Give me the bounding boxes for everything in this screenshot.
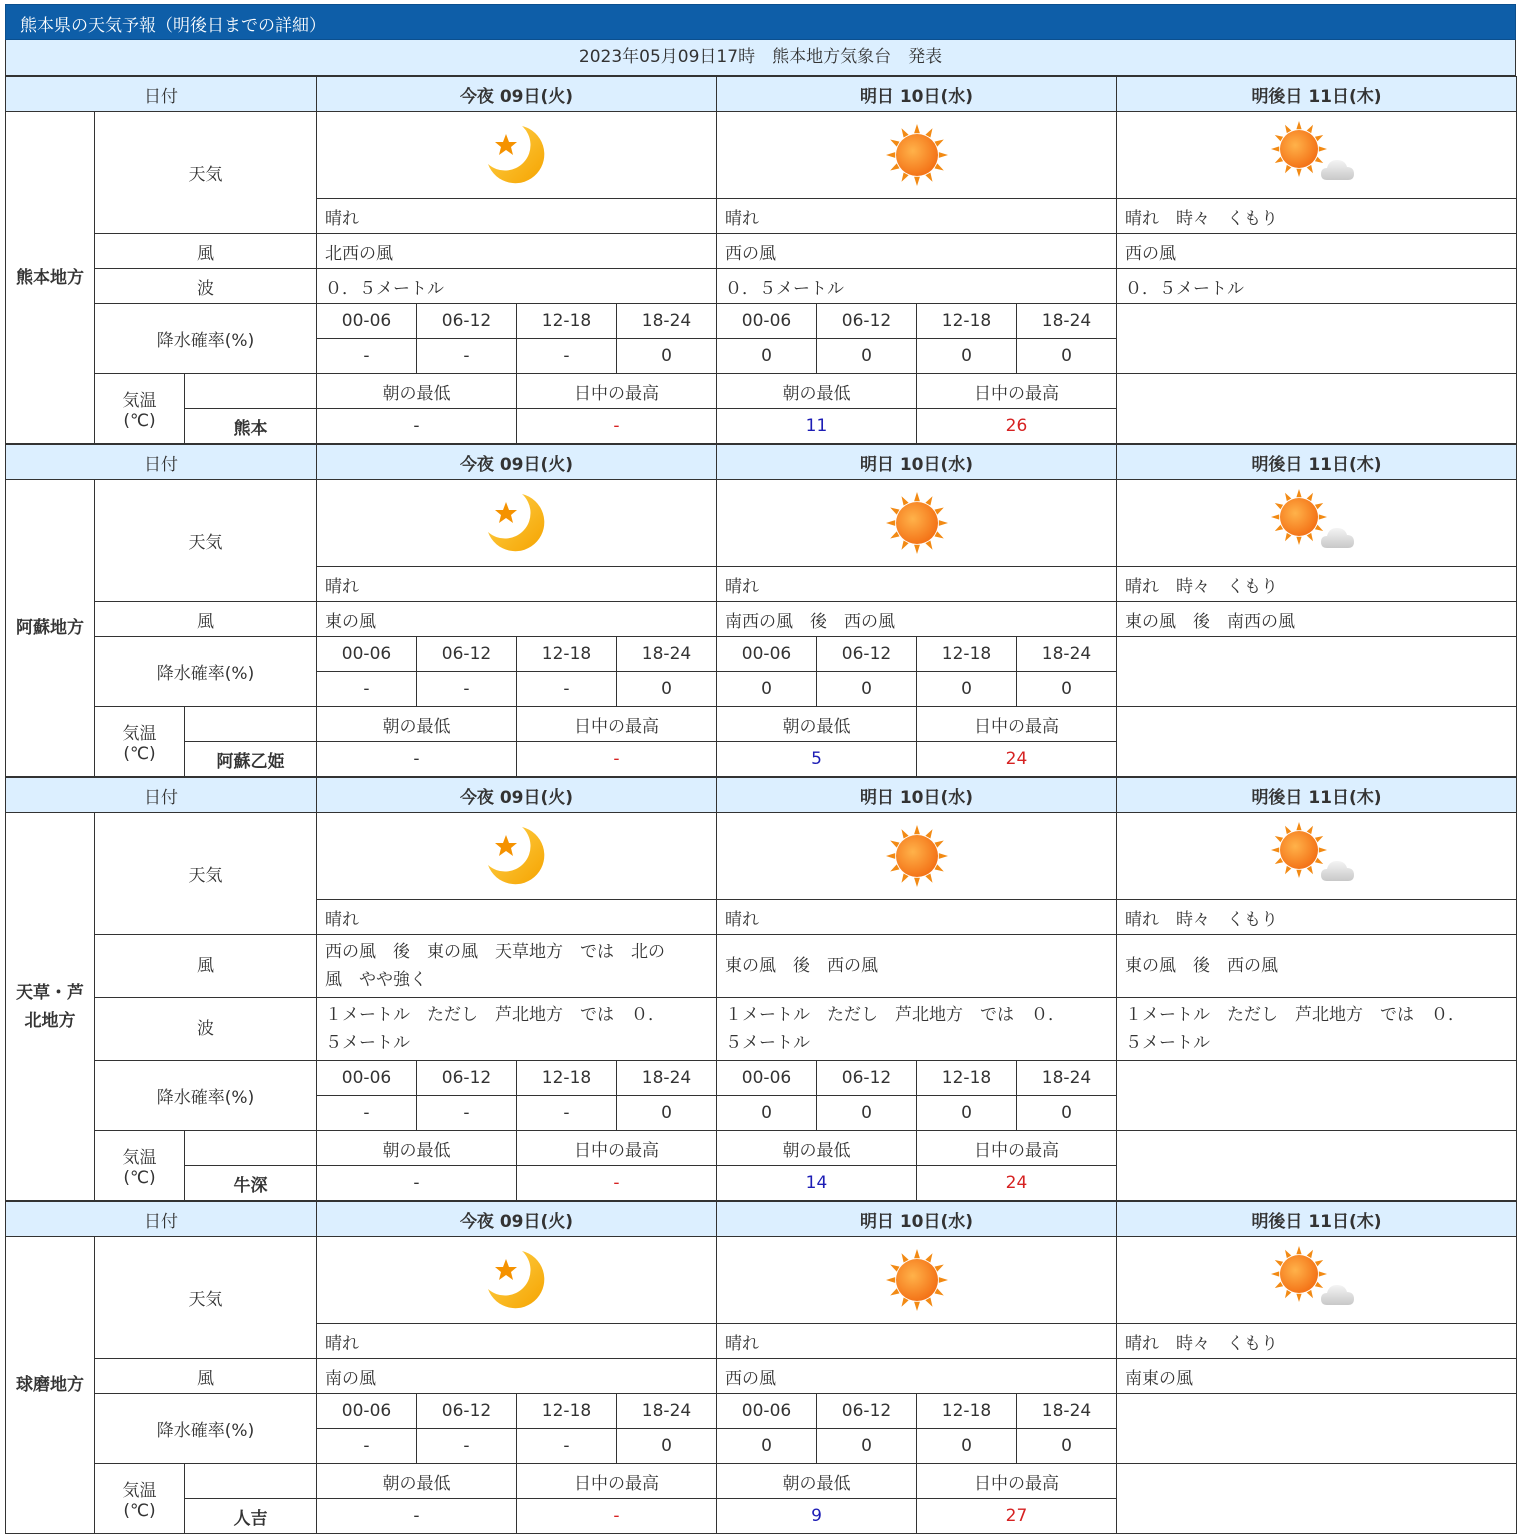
temp-unit: (℃): [123, 411, 156, 431]
pop-period: 18-24: [1017, 1394, 1117, 1429]
day-header: 明日 10日(水): [717, 445, 1117, 480]
weather-text: 晴れ: [717, 199, 1117, 234]
pop-value: 0: [917, 1096, 1017, 1131]
day-header: 今夜 09日(火): [317, 445, 717, 480]
empty-cell: [1117, 1131, 1517, 1201]
pop-value: 0: [1017, 1429, 1117, 1464]
weather-icon-cell: [317, 480, 717, 567]
pop-period: 06-12: [417, 637, 517, 672]
wind-text: 東の風: [317, 602, 717, 637]
area-name: 熊本地方: [6, 112, 95, 444]
temp-header: 日中の最高: [517, 1464, 717, 1499]
pop-period: 12-18: [517, 1061, 617, 1096]
temp-value: -: [517, 409, 717, 444]
temp-header: 朝の最低: [317, 1464, 517, 1499]
wave-text: ０．５メートル: [1117, 269, 1517, 304]
weather-text: 晴れ 時々 くもり: [1117, 900, 1517, 935]
pop-period: 06-12: [417, 1061, 517, 1096]
area-name: [6, 813, 95, 1201]
wind-text: 東の風 後 南西の風: [1117, 602, 1517, 637]
weather-text: 晴れ: [317, 567, 717, 602]
pop-value: -: [317, 1429, 417, 1464]
temp-value: -: [317, 1166, 517, 1201]
pop-period: 06-12: [417, 304, 517, 339]
empty-cell: [1117, 1464, 1517, 1534]
weather-text: 晴れ 時々 くもり: [1117, 567, 1517, 602]
pop-period: 12-18: [917, 1394, 1017, 1429]
pop-label: 降水確率(%): [95, 1394, 317, 1464]
wave-label: 波: [95, 998, 317, 1061]
pop-period: 18-24: [617, 637, 717, 672]
pop-value: -: [417, 672, 517, 707]
temp-header: 朝の最低: [317, 1131, 517, 1166]
pop-value: -: [417, 339, 517, 374]
temp-value: -: [317, 742, 517, 777]
temp-header: 日中の最高: [917, 1464, 1117, 1499]
pop-period: 18-24: [1017, 304, 1117, 339]
wave-label: 波: [95, 269, 317, 304]
wave-text-line: １メートル ただし 芦北地方 では ０．: [1125, 1005, 1465, 1025]
temp-label-line: 気温: [122, 1148, 157, 1168]
temp-header: 日中の最高: [517, 707, 717, 742]
temp-header: 朝の最低: [717, 1131, 917, 1166]
pop-period: 12-18: [517, 304, 617, 339]
moon-icon: [482, 821, 552, 891]
wave-text: ０．５メートル: [717, 269, 1117, 304]
day-header: 明日 10日(水): [717, 1202, 1117, 1237]
weather-icon-cell: [1117, 480, 1517, 567]
wind-text: 西の風: [717, 1359, 1117, 1394]
sun-icon: [882, 821, 952, 891]
wind-text: [1117, 935, 1517, 998]
empty-cell: [1117, 707, 1517, 777]
pop-period: 12-18: [917, 1061, 1017, 1096]
wave-text: [317, 998, 717, 1061]
pop-period: 18-24: [617, 1394, 717, 1429]
pop-value: 0: [1017, 339, 1117, 374]
wind-text-line: 東の風 後 西の風: [725, 956, 878, 976]
pop-period: 06-12: [817, 1061, 917, 1096]
pop-value: 0: [617, 1429, 717, 1464]
pop-period: 00-06: [717, 637, 817, 672]
temp-value: -: [317, 1499, 517, 1534]
date-header-row: [6, 77, 1517, 112]
wind-text-line: 東の風 後 西の風: [1125, 956, 1278, 976]
temp-value: 26: [917, 409, 1117, 444]
day-header: 明後日 11日(木): [1117, 77, 1517, 112]
weather-icon-cell: [717, 1237, 1117, 1324]
day-header: 今夜 09日(火): [317, 778, 717, 813]
weather-icon-cell: [317, 112, 717, 199]
sun-cloud-icon: [1269, 120, 1365, 190]
pop-period: 18-24: [617, 1061, 717, 1096]
area-name: 阿蘇地方: [6, 480, 95, 777]
temp-header: 朝の最低: [317, 707, 517, 742]
weather-label: 天気: [95, 480, 317, 602]
sun-icon: [882, 120, 952, 190]
pop-value: 0: [917, 672, 1017, 707]
pop-value: 0: [917, 339, 1017, 374]
wind-label: 風: [95, 1359, 317, 1394]
temp-value: -: [517, 742, 717, 777]
temp-header: 朝の最低: [717, 707, 917, 742]
pop-period: 00-06: [717, 1394, 817, 1429]
area-name: 球磨地方: [6, 1237, 95, 1534]
pop-period: 18-24: [1017, 1061, 1117, 1096]
temp-header: 朝の最低: [717, 1464, 917, 1499]
temp-label: [95, 707, 185, 777]
published-info: 2023年05月09日17時 熊本地方気象台 発表: [5, 40, 1516, 76]
moon-icon: [482, 1245, 552, 1315]
pop-period: 06-12: [417, 1394, 517, 1429]
pop-value: -: [317, 672, 417, 707]
temp-header: 朝の最低: [717, 374, 917, 409]
pop-label: 降水確率(%): [95, 304, 317, 374]
temp-value: 14: [717, 1166, 917, 1201]
empty-cell: [185, 1464, 317, 1499]
date-label: 日付: [6, 445, 317, 480]
area-name-line: 北地方: [24, 1010, 76, 1031]
sun-icon: [882, 1245, 952, 1315]
temp-header: 朝の最低: [317, 374, 517, 409]
weather-text: 晴れ 時々 くもり: [1117, 199, 1517, 234]
wind-label: 風: [95, 935, 317, 998]
pop-value: 0: [717, 339, 817, 374]
date-label: 日付: [6, 1202, 317, 1237]
pop-period: 12-18: [517, 1394, 617, 1429]
temp-value: 27: [917, 1499, 1117, 1534]
empty-cell: [1117, 1394, 1517, 1464]
weather-text: 晴れ 時々 くもり: [1117, 1324, 1517, 1359]
temp-label-line: 気温: [122, 391, 157, 411]
empty-cell: [1117, 374, 1517, 444]
pop-value: 0: [1017, 672, 1117, 707]
temp-label-line: 気温: [122, 724, 157, 744]
wind-text: 南の風: [317, 1359, 717, 1394]
temp-value: -: [317, 409, 517, 444]
wave-text-line: １メートル ただし 芦北地方 では ０．: [725, 1005, 1065, 1025]
weather-text: 晴れ: [317, 199, 717, 234]
city-name: 牛深: [185, 1166, 317, 1201]
temp-value: -: [517, 1166, 717, 1201]
date-label: 日付: [6, 77, 317, 112]
empty-cell: [1117, 1061, 1517, 1131]
pop-value: 0: [1017, 1096, 1117, 1131]
pop-value: -: [417, 1096, 517, 1131]
weather-text: 晴れ: [317, 1324, 717, 1359]
city-name: 熊本: [185, 409, 317, 444]
weather-icon-cell: [717, 813, 1117, 900]
date-header-row: [6, 778, 1517, 813]
empty-cell: [1117, 637, 1517, 707]
weather-icon-cell: [717, 112, 1117, 199]
pop-period: 06-12: [817, 637, 917, 672]
temp-header: 日中の最高: [517, 374, 717, 409]
pop-period: 00-06: [317, 637, 417, 672]
wave-text-line: ５メートル: [325, 1033, 410, 1053]
temp-header: 日中の最高: [917, 707, 1117, 742]
temp-header: 日中の最高: [517, 1131, 717, 1166]
wind-text-line: 風 やや強く: [325, 970, 427, 990]
pop-period: 06-12: [817, 304, 917, 339]
forecast-page: [5, 4, 1516, 1534]
wind-text: 南西の風 後 西の風: [717, 602, 1117, 637]
wave-text: [1117, 998, 1517, 1061]
pop-value: 0: [817, 1096, 917, 1131]
wind-text: [317, 935, 717, 998]
weather-text: 晴れ: [717, 1324, 1117, 1359]
wind-label: 風: [95, 234, 317, 269]
pop-value: -: [517, 1429, 617, 1464]
temp-header: 日中の最高: [917, 1131, 1117, 1166]
pop-value: -: [517, 672, 617, 707]
pop-period: 06-12: [817, 1394, 917, 1429]
day-header: 今夜 09日(火): [317, 77, 717, 112]
pop-value: -: [417, 1429, 517, 1464]
region-table: [5, 76, 1517, 444]
temp-value: 24: [917, 742, 1117, 777]
region-table: [5, 1201, 1517, 1534]
weather-icon-cell: [1117, 112, 1517, 199]
weather-label: 天気: [95, 1237, 317, 1359]
pop-value: -: [517, 1096, 617, 1131]
city-name: 阿蘇乙姫: [185, 742, 317, 777]
weather-icon-cell: [1117, 813, 1517, 900]
region-table: [5, 444, 1517, 777]
weather-text: 晴れ: [717, 900, 1117, 935]
pop-period: 18-24: [617, 304, 717, 339]
wind-label: 風: [95, 602, 317, 637]
pop-value: 0: [817, 1429, 917, 1464]
pop-value: -: [317, 1096, 417, 1131]
temp-value: 11: [717, 409, 917, 444]
pop-value: 0: [617, 672, 717, 707]
pop-period: 00-06: [317, 1061, 417, 1096]
temp-value: 9: [717, 1499, 917, 1534]
pop-label: 降水確率(%): [95, 1061, 317, 1131]
pop-label: 降水確率(%): [95, 637, 317, 707]
pop-period: 00-06: [317, 1394, 417, 1429]
temp-value: 24: [917, 1166, 1117, 1201]
day-header: 明日 10日(水): [717, 77, 1117, 112]
temp-unit: (℃): [123, 1168, 156, 1188]
weather-label: 天気: [95, 112, 317, 234]
pop-value: 0: [717, 1429, 817, 1464]
pop-period: 18-24: [1017, 637, 1117, 672]
pop-value: 0: [717, 672, 817, 707]
moon-icon: [482, 120, 552, 190]
weather-icon-cell: [317, 813, 717, 900]
pop-period: 00-06: [717, 304, 817, 339]
weather-icon-cell: [1117, 1237, 1517, 1324]
wave-text-line: ５メートル: [725, 1033, 810, 1053]
temp-header: 日中の最高: [917, 374, 1117, 409]
weather-icon-cell: [717, 480, 1117, 567]
temp-label: [95, 1131, 185, 1201]
wind-text-line: 西の風 後 東の風 天草地方 では 北の: [325, 942, 665, 962]
temp-value: 5: [717, 742, 917, 777]
wave-text: [717, 998, 1117, 1061]
day-header: 明後日 11日(木): [1117, 778, 1517, 813]
moon-icon: [482, 488, 552, 558]
temp-label: [95, 1464, 185, 1534]
pop-period: 12-18: [517, 637, 617, 672]
regions-container: [5, 76, 1516, 1534]
pop-period: 12-18: [917, 637, 1017, 672]
day-header: 明後日 11日(木): [1117, 1202, 1517, 1237]
pop-period: 00-06: [717, 1061, 817, 1096]
wind-text: [717, 935, 1117, 998]
pop-value: -: [517, 339, 617, 374]
temp-value: -: [517, 1499, 717, 1534]
temp-label-line: 気温: [122, 1481, 157, 1501]
pop-value: 0: [817, 339, 917, 374]
empty-cell: [185, 1131, 317, 1166]
city-name: 人吉: [185, 1499, 317, 1534]
sun-icon: [882, 488, 952, 558]
day-header: 明日 10日(水): [717, 778, 1117, 813]
weather-label: 天気: [95, 813, 317, 935]
wind-text: 西の風: [717, 234, 1117, 269]
date-header-row: [6, 1202, 1517, 1237]
sun-cloud-icon: [1269, 1245, 1365, 1315]
wave-text: ０．５メートル: [317, 269, 717, 304]
wave-text-line: １メートル ただし 芦北地方 では ０．: [325, 1005, 665, 1025]
weather-text: 晴れ: [717, 567, 1117, 602]
pop-value: 0: [617, 1096, 717, 1131]
temp-unit: (℃): [123, 744, 156, 764]
sun-cloud-icon: [1269, 488, 1365, 558]
day-header: 明後日 11日(木): [1117, 445, 1517, 480]
pop-value: 0: [917, 1429, 1017, 1464]
pop-value: 0: [717, 1096, 817, 1131]
wind-text: 北西の風: [317, 234, 717, 269]
wind-text: 南東の風: [1117, 1359, 1517, 1394]
weather-icon-cell: [317, 1237, 717, 1324]
empty-cell: [185, 374, 317, 409]
date-label: 日付: [6, 778, 317, 813]
pop-value: 0: [617, 339, 717, 374]
temp-label: [95, 374, 185, 444]
temp-unit: (℃): [123, 1501, 156, 1521]
weather-text: 晴れ: [317, 900, 717, 935]
pop-value: 0: [817, 672, 917, 707]
wave-text-line: ５メートル: [1125, 1033, 1210, 1053]
sun-cloud-icon: [1269, 821, 1365, 891]
empty-cell: [1117, 304, 1517, 374]
empty-cell: [185, 707, 317, 742]
pop-value: -: [317, 339, 417, 374]
pop-period: 12-18: [917, 304, 1017, 339]
wind-text: 西の風: [1117, 234, 1517, 269]
area-name-line: 天草・芦: [16, 982, 84, 1003]
date-header-row: [6, 445, 1517, 480]
page-title: 熊本県の天気予報（明後日までの詳細）: [5, 4, 1516, 40]
region-table: [5, 777, 1517, 1201]
day-header: 今夜 09日(火): [317, 1202, 717, 1237]
pop-period: 00-06: [317, 304, 417, 339]
